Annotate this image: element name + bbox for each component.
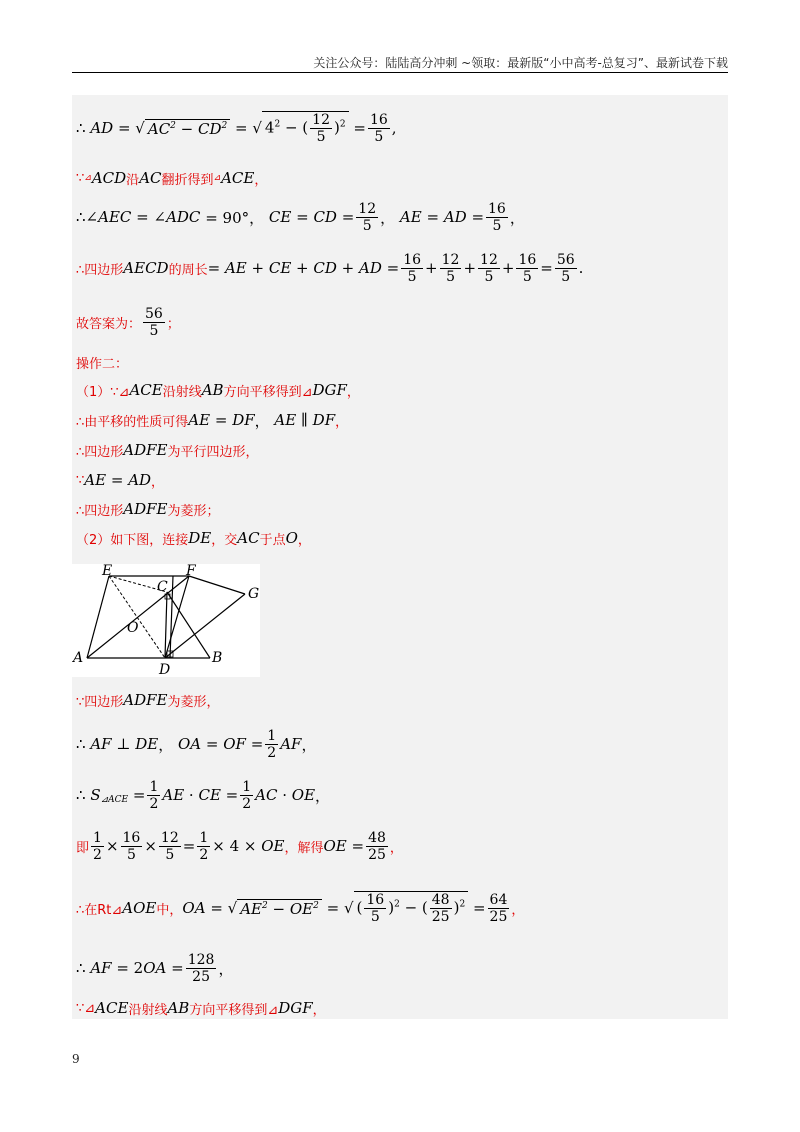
line-11: ∴四边形 ADFE 为菱形； [76,500,220,519]
line-8: ∴由平移的性质可得 AE = DF ， AE ∥ DF ， [76,411,349,430]
line-5: 故答案为： $\frac{56}{5}$ ； [76,305,180,339]
line-9: ∴四边形 ADFE 为平行四边形， [76,441,259,460]
label-D: D [159,662,171,677]
label-F: F [186,564,196,579]
label-E: E [102,564,113,579]
line-14: ∴ AF ⊥ DE ， OA = OF = $\frac{1}{2}$ AF ， [76,727,317,761]
line-10: ∵ AE = AD ， [76,471,165,490]
label-O: O [127,620,139,636]
line-1: ∴ AD = √ $AC^2 - CD^2$ = √ $4^2$ − ( $\frac{12}{5}$ )$^2$ = $\frac{16}{5}$ , [76,111,397,145]
line-17: ∴在Rt⊿ AOE 中， OA = √ $AE^2 - OE^2$ = √ ( $\frac{16}{5}$ )$^2$ − ( $\frac{48}{25}$ )$^2$ = $\frac{64}{25}$ ， [76,891,525,925]
line-4: ∴四边形 AECD 的周长 = AE + CE + CD + AD = $\frac{16}{5}$ + $\frac{12}{5}$ + $\frac{12}{5}$ + $\frac{16}{5}$ = $\frac{56}{5}$ . [76,251,584,285]
solution-content [72,95,728,1019]
page-number: 9 [72,1052,80,1066]
label-A: A [73,650,84,666]
line-18: ∴ AF = 2 OA = $\frac{128}{25}$ ， [76,951,234,985]
line-19: ∵⊿ ACE 沿射线 AB 方向平移得到⊿ DGF ， [76,999,326,1018]
rhombus-translation-diagram [72,564,260,677]
geometry-figure [72,564,260,677]
label-C: C [157,579,168,595]
line-2: ∵ ⊿ ACD 沿 AC 翻折得到 ⊿ ACE ， [76,169,268,188]
header-rule [72,72,728,73]
page-header: 关注公众号：陆陆高分冲刺 ~领取：最新版“小中高考-总复习”、最新试卷下载 [313,56,728,70]
line-16: 即 $\frac{1}{2}$ × $\frac{16}{5}$ × $\frac{12}{5}$ = $\frac{1}{2}$ × 4 × OE ，解得 OE = $\frac{48}{25}$ ， [76,829,403,863]
line-12: （2）如下图，连接 DE ，交 AC 于点 O ， [76,529,311,548]
therefore-symbol: ∴ [76,119,86,137]
line-7: （1）∵⊿ ACE 沿射线 AB 方向平移得到⊿ DGF ， [76,381,360,400]
label-G: G [248,586,260,602]
line-15: ∴ S ⊿ACE = $\frac{1}{2}$ AE · CE = $\frac{1}{2}$ AC · OE ， [76,778,331,812]
line-6: 操作二： [76,356,129,372]
line-3: ∴∠ AEC = ∠ ADC = 90°， CE = CD = $\frac{12}{5}$ ， AE = AD = $\frac{16}{5}$ ， [76,200,525,234]
label-B: B [212,650,223,666]
line-13: ∵四边形 ADFE 为菱形， [76,691,220,710]
